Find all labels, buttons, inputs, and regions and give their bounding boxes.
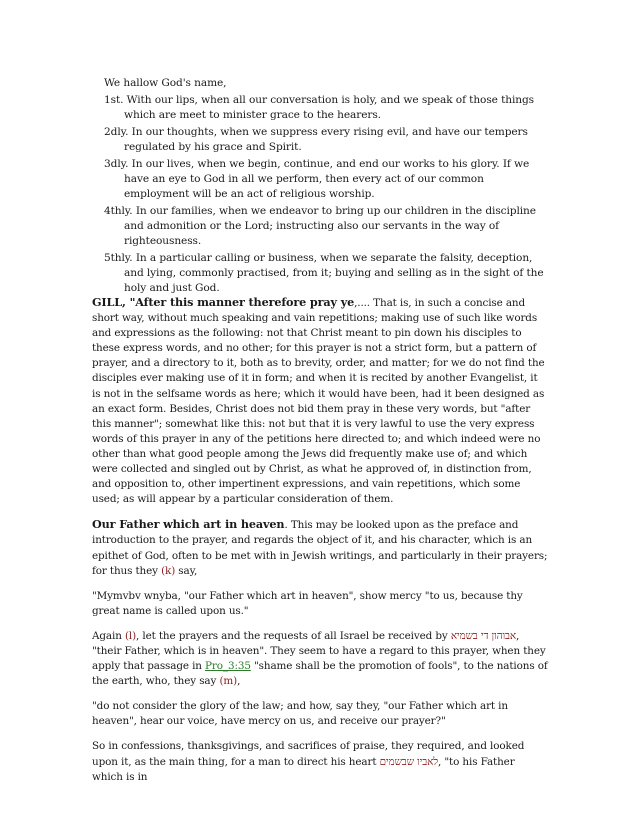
gill-paragraph [92, 295, 548, 507]
father-heading: Our Father which art in heaven [92, 517, 285, 532]
again-paragraph [92, 629, 548, 689]
list-item: 3dly. In our lives, when we begin, continue, and end our works to his glory. If we have an eye to God in all we perform, then every act of our common employment will be an act of religious worship. [104, 158, 530, 200]
footnote-ref-m[interactable]: (m) [219, 675, 238, 688]
list-item: 2dly. In our thoughts, when we suppress every rising evil, and have our tempers regulated by his grace and Spirit. [104, 126, 528, 153]
again-rest2: "shame shall be the promotion of fools", to the nations of the earth, who, they say [92, 660, 548, 688]
quote-paragraph-1: "Mymvbv wnyba, "our Father which art in heaven", show mercy "to us, because thy great name is called upon us." [92, 589, 523, 617]
again-end: , [237, 675, 241, 688]
gill-heading-tail: ,.... [354, 297, 370, 309]
commentary-body [92, 295, 548, 795]
hallow-list [104, 76, 544, 298]
hebrew-text: אבוהון די בשמיא [450, 629, 517, 642]
father-tail: say, [175, 564, 198, 577]
scripture-link[interactable]: Pro_3:35 [205, 660, 251, 673]
list-lead: We hallow God's name, [104, 77, 227, 89]
footnote-ref-k[interactable]: (k) [161, 564, 176, 577]
confess-end: , "to his Father which is in [92, 755, 515, 783]
again-start: Again [92, 629, 125, 642]
confess-paragraph [92, 739, 548, 784]
again-rest: , "their Father, which is in heaven". They seem to have a regard to this prayer, when they apply that passage in [92, 629, 546, 673]
father-paragraph [92, 517, 548, 578]
gill-heading: GILL, "After this manner therefore pray ye [92, 295, 355, 309]
footnote-ref-l[interactable]: (l) [124, 629, 137, 642]
father-body: . This may be looked upon as the preface and introduction to the prayer, and regards the object of it, and his character, which is an epithet of God, often to be met with in Jewish writings, and particularly in their prayers; for thus they [92, 519, 548, 577]
confess-start: So in confessions, thanksgivings, and sacrifices of praise, they required, and looked upon it, as the main thing, for a man to direct his heart [92, 740, 525, 768]
list-item: 1st. With our lips, when all our conversation is holy, and we speak of those things which are meet to minister grace to the hearers. [104, 94, 535, 121]
gill-body: That is, in such a concise and short way, without much speaking and vain repetitions; making use of such like words and expressions as the following: not that Christ meant to pin down his disciples to these express words, and no other; for this prayer is not a strict form, but a pattern of prayer, and a directory to it, both as to brevity, order, and matter; for we do not find the disciples ever making use of it in form; and when it is recited by another Evangelist, it is not in the selfsame words as here; which it would have been, had it been designed as an exact form. Besides, Christ does not bid them pray in these very words, but "after this manner"; somewhat like this: not but that it is very lawful to use the very express words of this prayer in any of the petitions here directed to; and which indeed were no other than what good people among the Jews did frequently make use of; and which were collected and singled out by Christ, as what he approved of, in distinction from, and opposition to, other impertinent expressions, and vain repetitions, which some used; as will appear by a particular consideration of them. [92, 297, 545, 506]
list-item: 5thly. In a particular calling or business, when we separate the falsity, deception, and lying, commonly practised, from it; buying and selling as in the sight of the holy and just God. [104, 252, 544, 294]
quote-paragraph-2: "do not consider the glory of the law; and how, say they, "our Father which art in heaven", hear our voice, have mercy on us, and receive our prayer?" [92, 700, 508, 728]
list-item: 4thly. In our families, when we endeavor to bring up our children in the discipline and admonition or the Lord; instructing also our servants in the way of righteousness. [104, 205, 536, 247]
again-mid: , let the prayers and the requests of all Israel be received by [136, 629, 451, 642]
hebrew-text: לאביו שבשמים [379, 755, 439, 768]
